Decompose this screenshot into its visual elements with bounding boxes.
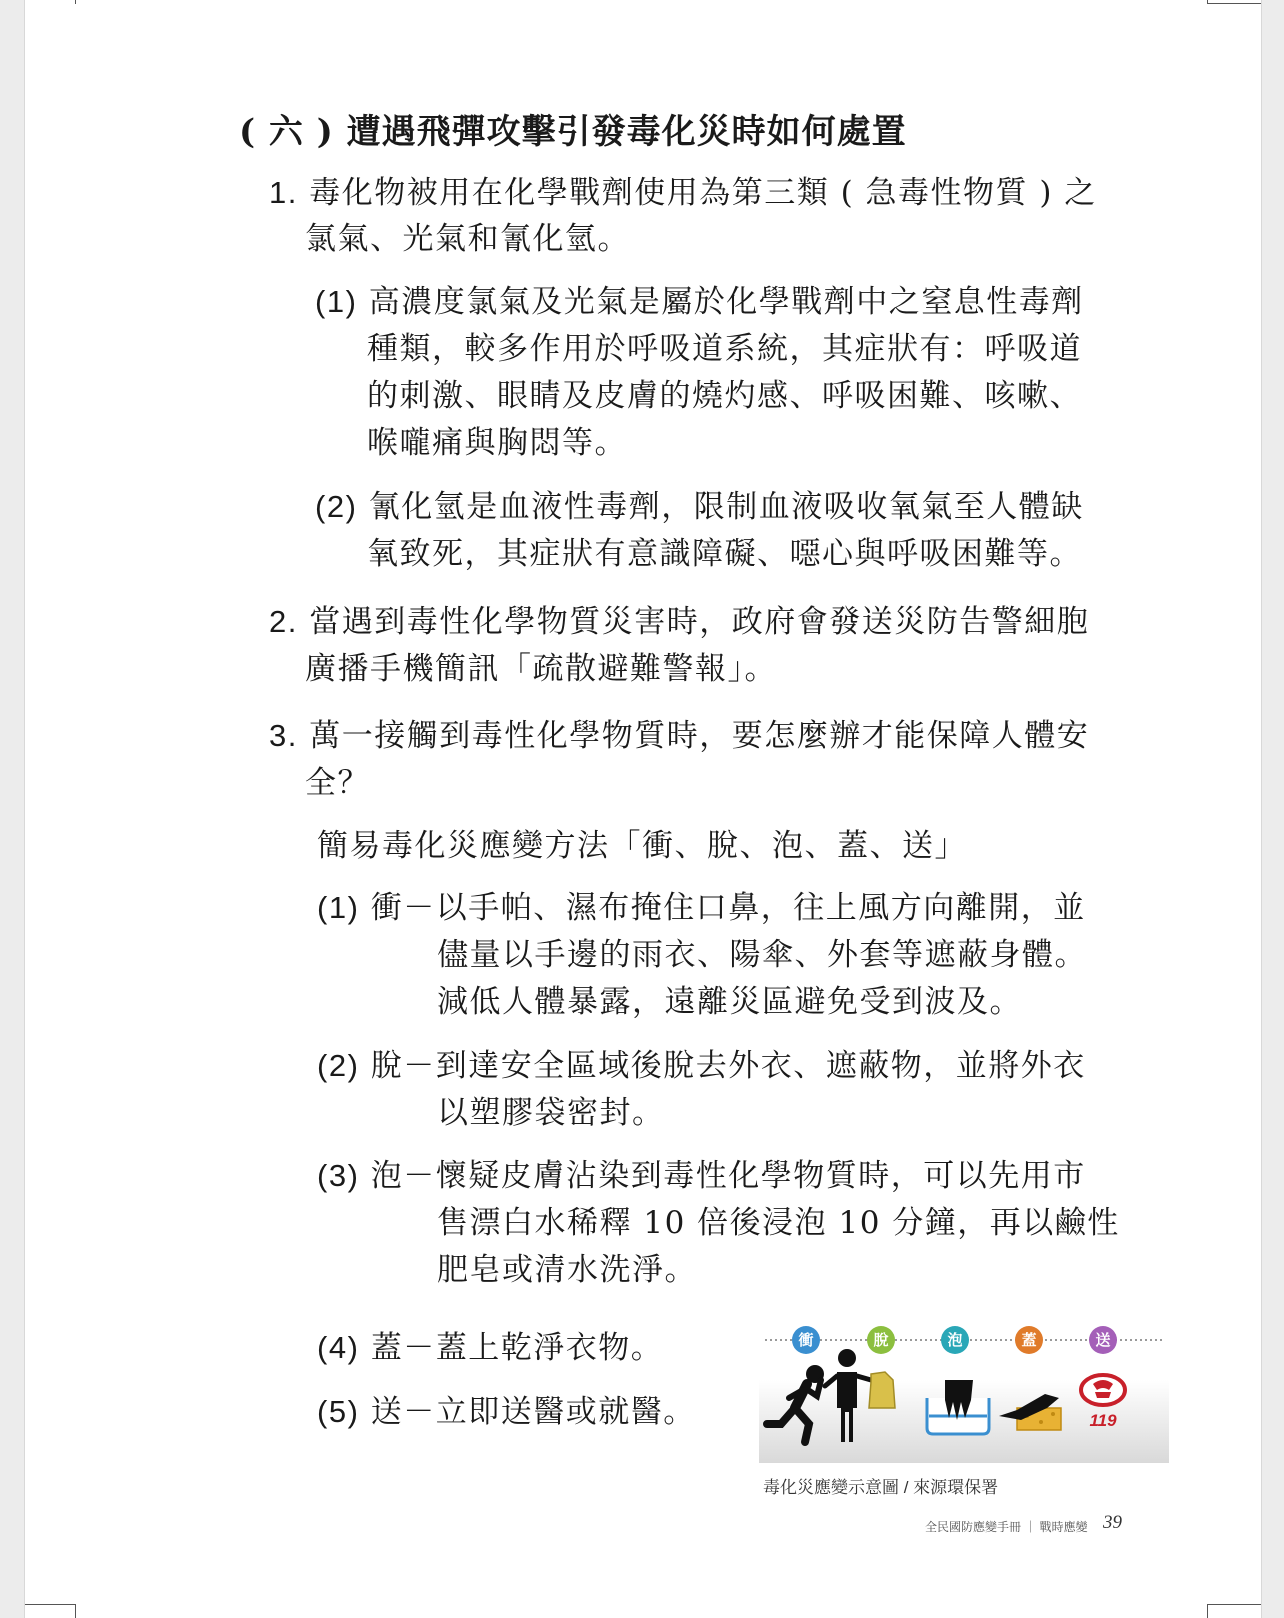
step-5-line-1: (5) 送－立即送醫或就醫。 [317,1394,696,1430]
step-chip-rush [792,1326,820,1354]
step-1-line-3: 減低人體暴露，遠離災區避免受到波及。 [437,984,1022,1020]
item-1-sub-2-line-2: 氧致死，其症狀有意識障礙、噁心與呼吸困難等。 [367,536,1082,572]
step-2-line-1: (2) 脫－到達安全區域後脫去外衣、遮蔽物，並將外衣 [317,1048,1086,1084]
step-1-line-1: (1) 衝－以手帕、濕布掩住口鼻，往上風方向離開，並 [317,890,1086,926]
item-1-sub-1-line-3: 的刺激、眼睛及皮膚的燒灼感、呼吸困難、咳嗽、 [367,378,1082,414]
step-2-line-2: 以塑膠袋密封。 [437,1095,665,1131]
crop-mark-bottom-left-v [75,1604,76,1618]
svg-text:送: 送 [1095,1331,1111,1349]
item-3-line-2: 全？ [305,765,370,801]
item-1-line-2: 氯氣、光氣和氰化氫。 [305,221,630,257]
step-3-line-1: (3) 泡－懷疑皮膚沾染到毒性化學物質時，可以先用市 [317,1158,1086,1194]
crop-mark-bottom-left [25,1604,75,1605]
item-2-line-2: 廣播手機簡訊「疏散避難警報」。 [305,651,777,687]
crop-mark-bottom-right-v [1207,1604,1208,1618]
running-footer: 全民國防應變手冊 ｜ 戰時應變 [925,1520,1088,1534]
section-heading: ( 六 ) 遭遇飛彈攻擊引發毒化災時如何處置 [239,112,907,152]
item-1-sub-1-line-4: 喉嚨痛與胸悶等。 [367,425,627,461]
step-chip-soak [941,1326,969,1354]
step-3-line-3: 肥皂或清水洗淨。 [437,1252,697,1288]
item-1-sub-1-line-2: 種類，較多作用於呼吸道系統，其症狀有：呼吸道 [367,331,1082,367]
hazmat-response-figure [759,1320,1169,1463]
step-chip-send [1089,1326,1117,1354]
svg-text:衝: 衝 [798,1331,814,1349]
step-1-line-2: 儘量以手邊的雨衣、陽傘、外套等遮蔽身體。 [437,937,1087,973]
item-1-sub-1-line-1: (1) 高濃度氯氣及光氣是屬於化學戰劑中之窒息性毒劑 [315,284,1084,320]
document-page [24,0,1262,1618]
item-3-line-1: 3. 萬一接觸到毒性化學物質時，要怎麼辦才能保障人體安 [269,718,1090,754]
figure-caption: 毒化災應變示意圖 / 來源環保署 [763,1478,999,1497]
crop-mark-bottom-right [1207,1604,1261,1605]
step-chip-cover [1015,1326,1043,1354]
item-2-line-1: 2. 當遇到毒性化學物質災害時，政府會發送災防告警細胞 [269,604,1090,640]
step-chip-remove [867,1326,895,1354]
step-3-line-2: 售漂白水稀釋 10 倍後浸泡 10 分鐘，再以鹼性 [437,1205,1120,1241]
item-3-intro: 簡易毒化災應變方法「衝、脫、泡、蓋、送」 [317,828,967,864]
emergency-number: 119 [1089,1411,1117,1430]
crop-mark-top-left [75,0,76,4]
page-number: 39 [1103,1512,1122,1533]
svg-text:脫: 脫 [873,1331,889,1349]
item-1-sub-2-line-1: (2) 氰化氫是血液性毒劑，限制血液吸收氧氣至人體缺 [315,489,1084,525]
step-4-line-1: (4) 蓋－蓋上乾淨衣物。 [317,1330,664,1366]
item-1-line-1: 1. 毒化物被用在化學戰劑使用為第三類 ( 急毒性物質 ) 之 [269,175,1097,211]
svg-text:蓋: 蓋 [1021,1331,1037,1349]
svg-text:泡: 泡 [947,1331,963,1349]
crop-mark-top-right-h [1207,3,1261,4]
